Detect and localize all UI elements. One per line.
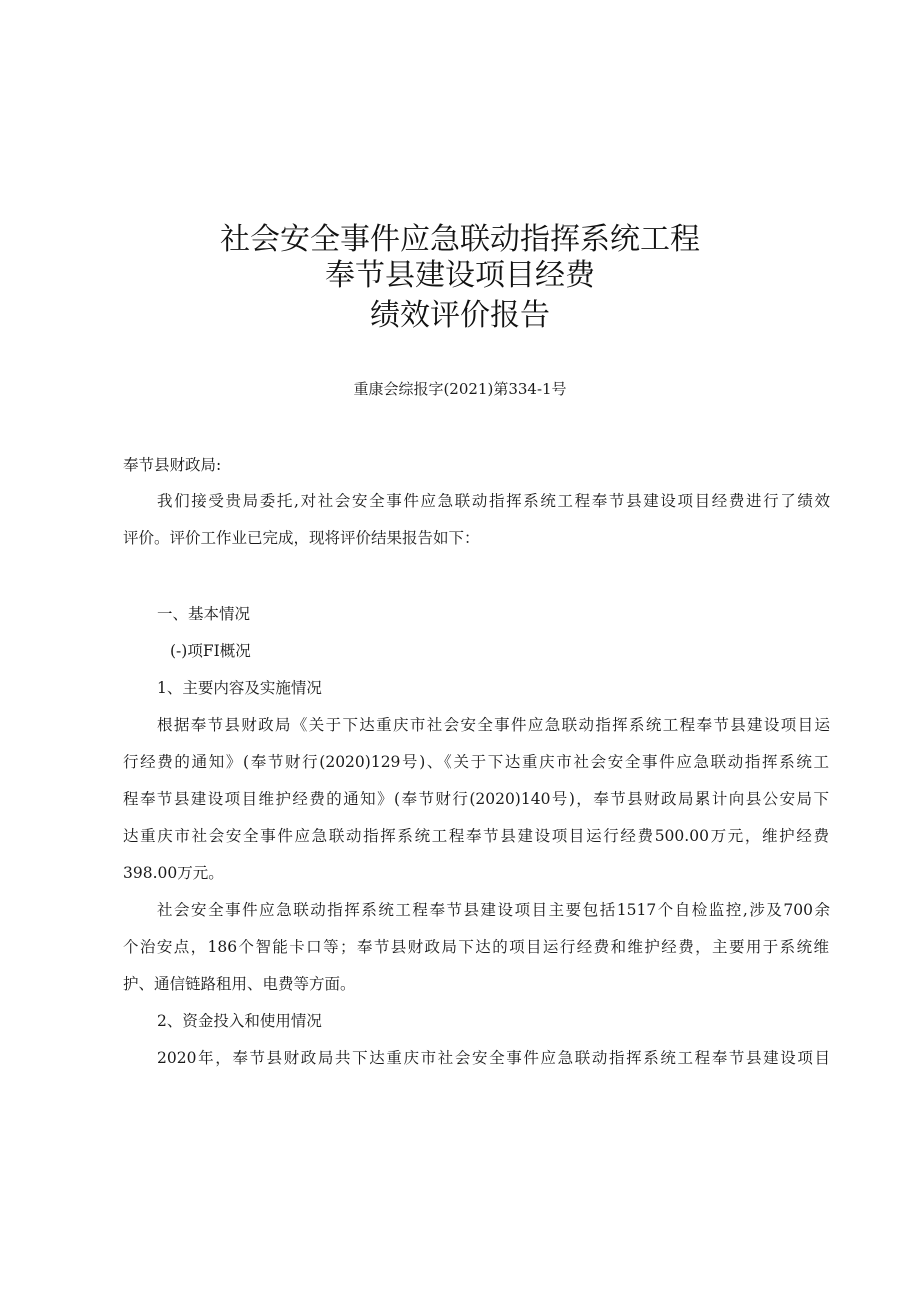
para1-line-3: 程奉节县建设项目维护经费的通知》(奉节财行(2020)140号)，奉节县财政局累计向县公安局下 xyxy=(123,790,829,808)
intro-line-2: 评价。评价工作业已完成，现将评价结果报告如下： xyxy=(123,529,480,547)
para2-line-1: 社会安全事件应急联动指挥系统工程奉节县建设项目主要包括1517个自检监控,涉及700余 xyxy=(157,901,830,919)
addressee: 奉节县财政局: xyxy=(123,456,222,474)
para2-line-3: 护、通信链路租用、电费等方面。 xyxy=(123,975,356,993)
item-heading-funding: 2、资金投入和使用情况 xyxy=(157,1012,322,1030)
para2-line-2: 个治安点，186个智能卡口等；奉节县财政局下达的项目运行经费和维护经费，主要用于系统维 xyxy=(123,938,829,956)
section-heading-basic-info: 一、基本情况 xyxy=(157,605,251,623)
intro-line-1: 我们接受贵局委托,对社会安全事件应急联动指挥系统工程奉节县建设项目经费进行了绩效 xyxy=(157,492,830,510)
document-number: 重康会综报字(2021)第334-1号 xyxy=(353,380,567,398)
report-title-line-1: 社会安全事件应急联动指挥系统工程 xyxy=(220,222,700,257)
para1-line-1: 根据奉节县财政局《关于下达重庆市社会安全事件应急联动指挥系统工程奉节县建设项目运 xyxy=(157,716,830,734)
para3-line-1: 2020年，奉节县财政局共下达重庆市社会安全事件应急联动指挥系统工程奉节县建设项目 xyxy=(157,1049,830,1067)
report-title-line-2: 奉节县建设项目经费 xyxy=(325,258,595,293)
item-heading-main-content: 1、主要内容及实施情况 xyxy=(157,679,322,697)
report-title-line-3: 绩效评价报告 xyxy=(370,298,550,333)
subsection-heading-project-overview: (-)项FI概况 xyxy=(170,642,251,660)
para1-line-5: 398.00万元。 xyxy=(123,864,224,882)
para1-line-4: 达重庆市社会安全事件应急联动指挥系统工程奉节县建设项目运行经费500.00万元，维护经费 xyxy=(123,827,829,845)
para1-line-2: 行经费的通知》(奉节财行(2020)129号)、《关于下达重庆市社会安全事件应急联动指挥系统工 xyxy=(123,753,829,771)
